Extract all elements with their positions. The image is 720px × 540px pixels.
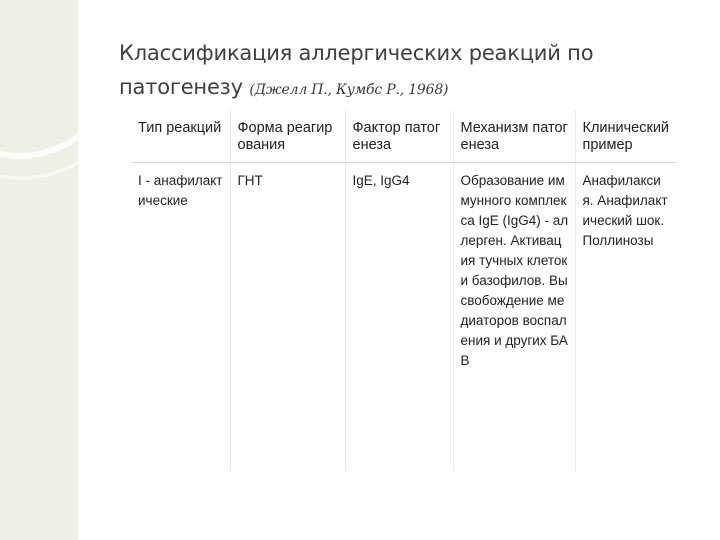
slide-title — [119, 36, 709, 107]
header-mechanism: Механизм патогенеза — [453, 110, 575, 163]
cell-clinical: Анафилаксия. Анафилактический шок. Поллинозы — [575, 163, 677, 472]
table-row — [131, 163, 677, 472]
header-type: Тип реакций — [131, 110, 230, 163]
cell-form: ГНТ — [230, 163, 345, 472]
header-clinical: Клинический пример — [575, 110, 677, 163]
title-citation: (Джелл П., Кумбс Р., 1968) — [249, 82, 449, 98]
allergy-classification-table — [131, 110, 677, 471]
cell-type: I - анафилактические — [138, 173, 223, 208]
title-main: Классификация аллергических реакций по патогенезу — [119, 41, 594, 99]
cell-mechanism: Образование иммунного комплекса IgE (IgG4) - аллерген. Активация тучных клеток и базофилов. Высвобождение медиаторов воспаления и других БАВ — [453, 163, 575, 472]
cell-factor: IgE, IgG4 — [345, 163, 453, 472]
header-factor: Фактор патогенеза — [345, 110, 453, 163]
header-form: Форма реагирования — [230, 110, 345, 163]
table-header-row — [131, 110, 677, 163]
